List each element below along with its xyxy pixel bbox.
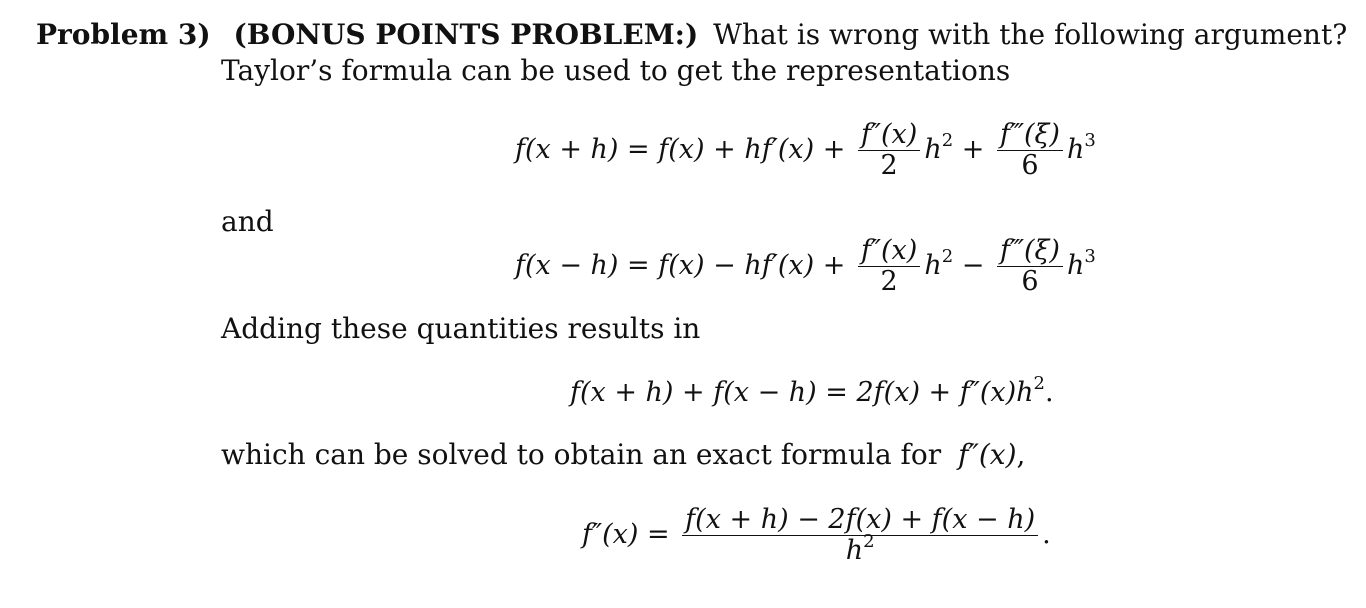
eq4-den-h: h xyxy=(845,535,864,566)
question-text: What is wrong with the following argument? xyxy=(713,18,1348,51)
eq3-body: f(x + h) + f(x − h) = 2f(x) + f″(x)h xyxy=(570,377,1034,408)
eq1-h-tail: h xyxy=(1066,134,1085,165)
intro-text: Taylor’s formula can be used to get the representations xyxy=(221,54,1011,87)
which-line xyxy=(221,438,1025,472)
eq2-h: h xyxy=(924,250,942,281)
eq1-lhs: f(x + h) = f(x) + hf′(x) + xyxy=(515,134,854,165)
which-text: which can be solved to obtain an exact formula for xyxy=(221,438,942,471)
eq4-fraction xyxy=(682,505,1038,566)
eq1-fraction-2 xyxy=(997,120,1063,181)
eq4-den-exp: 2 xyxy=(863,531,875,552)
problem-header xyxy=(36,18,1347,52)
eq4-numerator: f(x + h) − 2f(x) + f(x − h) xyxy=(682,505,1038,536)
eq2-frac1-denominator: 2 xyxy=(880,266,898,297)
equation-taylor-minus xyxy=(515,236,1096,297)
eq2-fraction-2 xyxy=(997,236,1063,297)
eq4-period: . xyxy=(1042,519,1051,550)
eq1-frac2-denominator: 6 xyxy=(1021,150,1039,181)
eq2-h-tail: h xyxy=(1066,250,1085,281)
adding-text: Adding these quantities results in xyxy=(221,312,701,345)
equation-sum xyxy=(570,373,1054,410)
eq1-frac1-denominator: 2 xyxy=(880,150,898,181)
eq4-lhs: f″(x) = xyxy=(582,519,679,550)
eq1-h: h xyxy=(924,134,942,165)
inline-f-double-prime: f″(x) xyxy=(958,438,1017,471)
equation-second-derivative xyxy=(582,505,1051,566)
eq1-frac1-numerator: f″(x) xyxy=(858,120,920,151)
eq1-fraction-1 xyxy=(858,120,920,181)
eq2-op: − xyxy=(953,250,993,281)
eq4-denominator xyxy=(682,531,1038,566)
and-text: and xyxy=(221,205,274,238)
eq1-exp-3: 3 xyxy=(1084,130,1096,151)
eq2-exp-3: 3 xyxy=(1084,246,1096,267)
eq1-frac2-numerator: f‴(ξ) xyxy=(997,120,1063,151)
eq3-period: . xyxy=(1044,377,1054,408)
inline-comma: , xyxy=(1016,438,1026,471)
eq2-frac1-numerator: f″(x) xyxy=(858,236,920,267)
eq1-exp-2: 2 xyxy=(941,130,954,151)
equation-taylor-plus xyxy=(515,120,1096,181)
problem-label: Problem 3) xyxy=(36,18,211,51)
bonus-label: (BONUS POINTS PROBLEM:) xyxy=(233,18,699,51)
eq1-op: + xyxy=(953,134,993,165)
eq2-lhs: f(x − h) = f(x) − hf′(x) + xyxy=(515,250,854,281)
eq3-exp-2: 2 xyxy=(1033,373,1045,394)
eq2-frac2-numerator: f‴(ξ) xyxy=(997,236,1063,267)
eq2-exp-2: 2 xyxy=(941,246,954,267)
eq2-frac2-denominator: 6 xyxy=(1021,266,1039,297)
eq2-fraction-1 xyxy=(858,236,920,297)
